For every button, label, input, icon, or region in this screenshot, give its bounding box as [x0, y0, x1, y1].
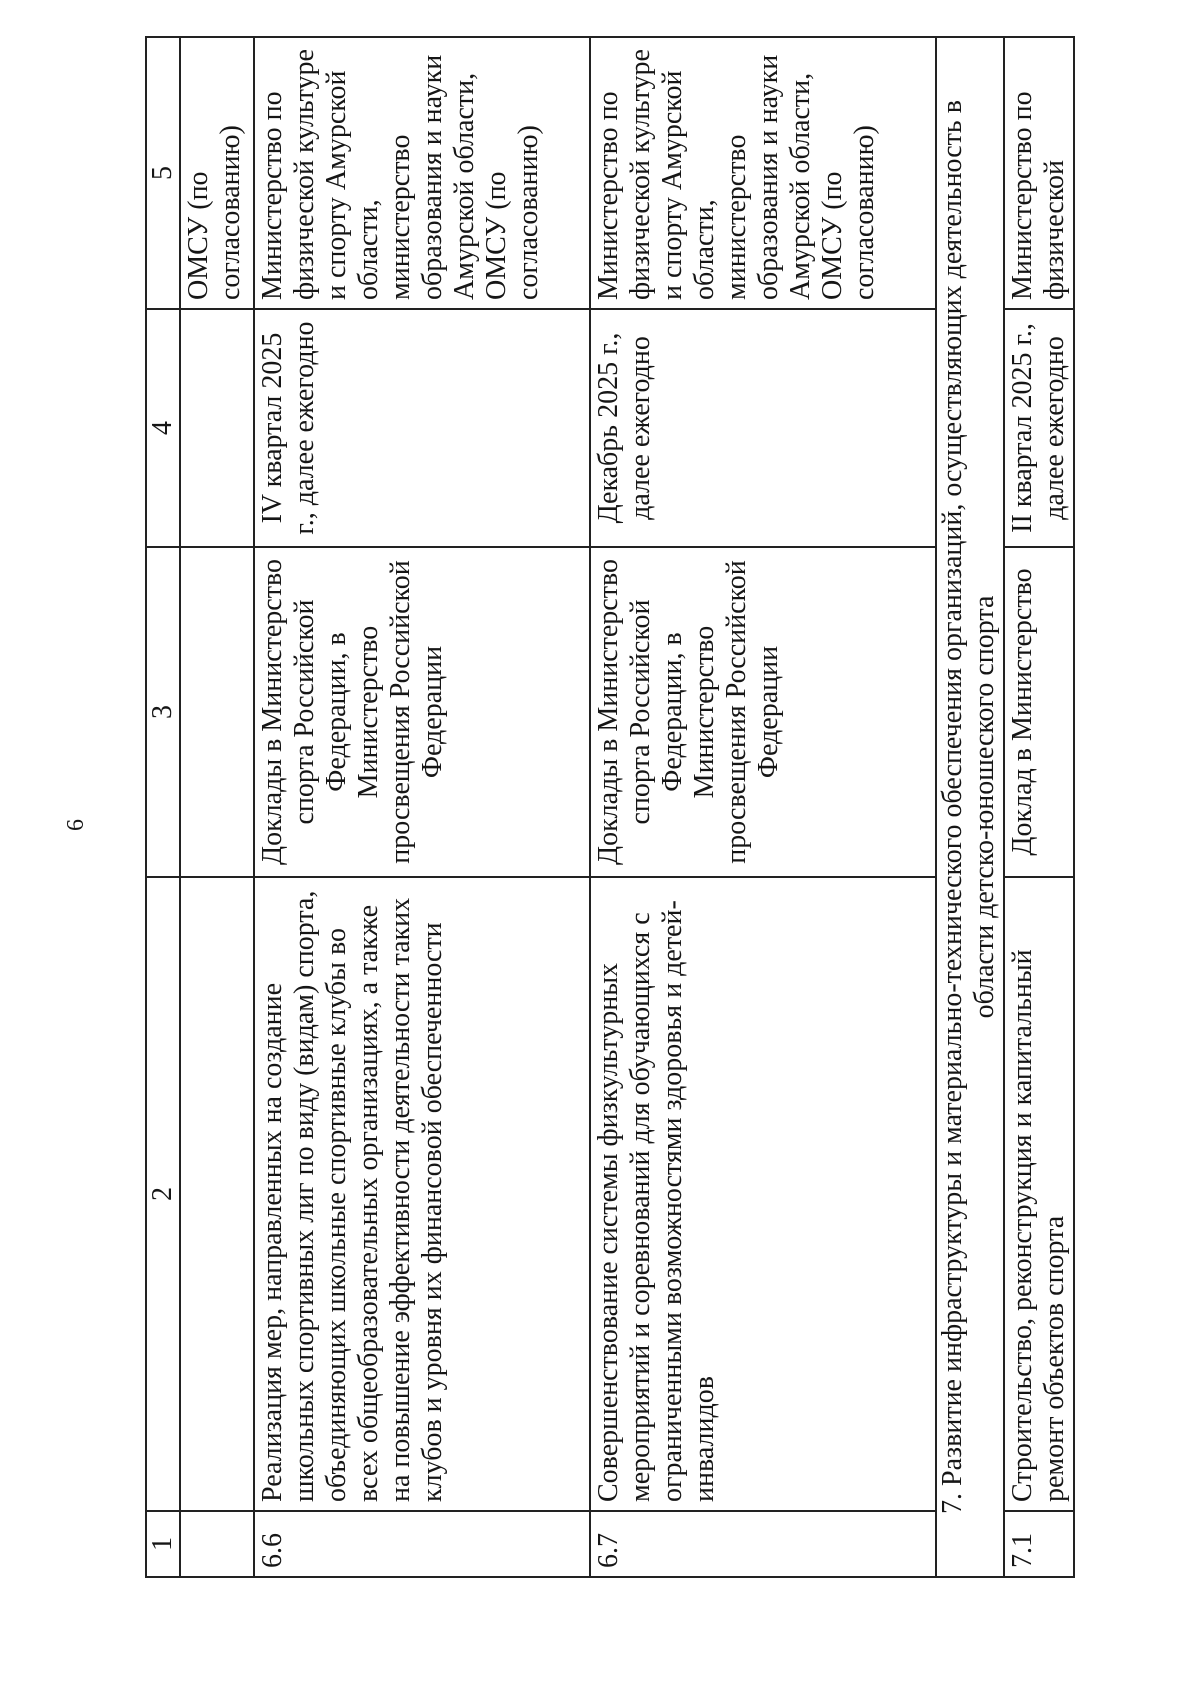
row-responsible: Министерство по физической культуре и спорту Амурской области, министерство образования и науки Амурской области, ОМСУ (по согласованию)	[590, 37, 936, 309]
rotated-table-container	[145, 38, 1070, 1578]
row-number: 6.6	[254, 1511, 590, 1577]
page-number: 6	[63, 819, 89, 831]
section-7-heading: 7. Развитие инфраструктуры и материально-технического обеспечения организаций, осуществляющих деятельность в области детско-юношеского спорта	[936, 37, 1004, 1577]
continuation-cell-3	[180, 547, 254, 877]
row-responsible: Министерство по физической культуре и спорту Амурской области, министерство образования и науки Амурской области, ОМСУ (по согласованию)	[254, 37, 590, 309]
table-row	[1004, 37, 1074, 1577]
continuation-cell-2	[180, 877, 254, 1511]
header-col-3: 3	[146, 547, 180, 877]
row-deadline: Декабрь 2025 г., далее ежегодно	[590, 309, 936, 547]
header-col-4: 4	[146, 309, 180, 547]
row-result: Доклады в Министерство спорта Российской Федерации, в Министерство просвещения Российской Федерации	[254, 547, 590, 877]
row-activity: Реализация мер, направленных на создание школьных спортивных лиг по виду (видам) спорта, объединяющих школьные спортивные клубы во всех общеобразовательных организациях, а также на повышение эффективности деятельности таких клубов и уровня их финансовой обеспеченности	[254, 877, 590, 1511]
table-row	[590, 37, 936, 1577]
row-deadline: IV квартал 2025 г., далее ежегодно	[254, 309, 590, 547]
row-activity: Строительство, реконструкция и капитальный ремонт объектов спорта	[1004, 877, 1074, 1511]
row-activity: Совершенствование системы физкультурных мероприятий и соревнований для обучающихся с ограниченными возможностями здоровья и детей-инвалидов	[590, 877, 936, 1511]
measures-table	[145, 36, 1075, 1578]
header-col-1: 1	[146, 1511, 180, 1577]
continuation-cell-1	[180, 1511, 254, 1577]
table-row	[254, 37, 590, 1577]
continuation-row	[180, 37, 254, 1577]
row-result: Доклад в Министерство	[1004, 547, 1074, 877]
continuation-cell-4	[180, 309, 254, 547]
header-col-2: 2	[146, 877, 180, 1511]
header-col-5: 5	[146, 37, 180, 309]
row-deadline: II квартал 2025 г., далее ежегодно	[1004, 309, 1074, 547]
row-number: 6.7	[590, 1511, 936, 1577]
row-result: Доклады в Министерство спорта Российской Федерации, в Министерство просвещения Российской Федерации	[590, 547, 936, 877]
header-row	[146, 37, 180, 1577]
row-responsible: Министерство по физической	[1004, 37, 1074, 309]
continuation-responsible: ОМСУ (по согласованию)	[180, 37, 254, 309]
row-number: 7.1	[1004, 1511, 1074, 1577]
section-heading-row	[936, 37, 1004, 1577]
